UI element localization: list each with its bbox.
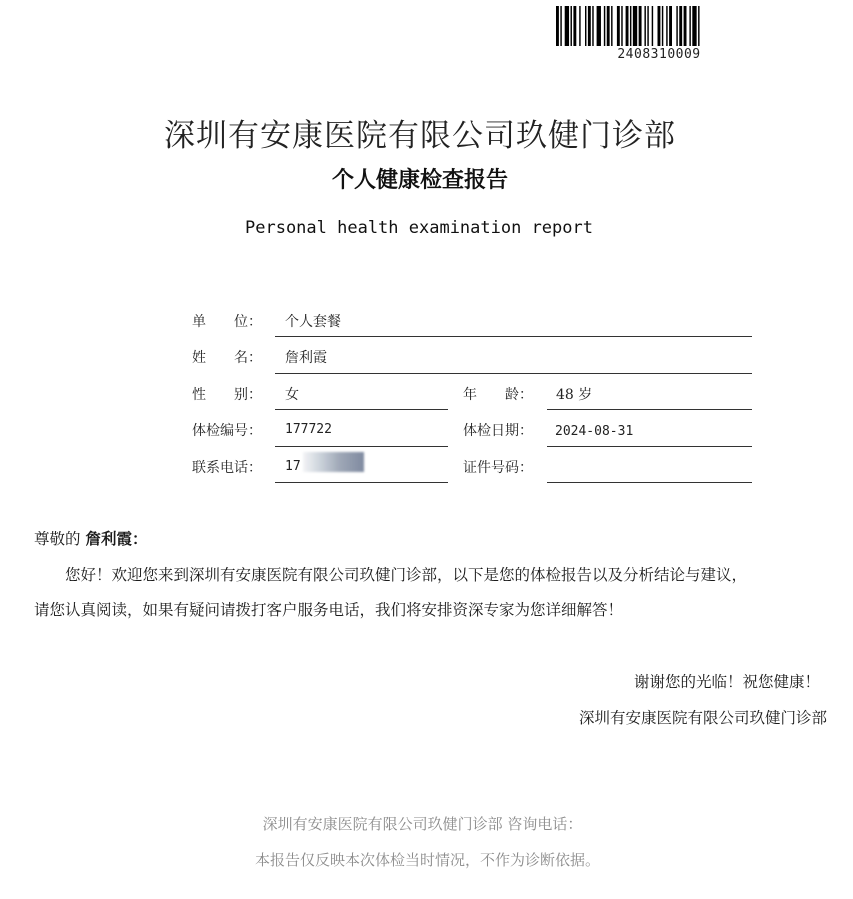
footer-disclaimer: 本报告仅反映本次体检当时情况，不作为诊断依据。 [254, 851, 600, 869]
barcode-bar [633, 6, 637, 46]
exam-date-label: 体检日期： [463, 423, 533, 439]
barcode-bar [604, 6, 605, 46]
unit-label: 单 位： [192, 314, 262, 330]
barcode-bar [571, 6, 572, 46]
barcode-bar [592, 6, 593, 46]
barcode-bar [684, 6, 687, 46]
name-underline [275, 373, 752, 374]
gender-label: 性 别： [192, 387, 262, 403]
barcode-bar [676, 6, 677, 46]
salutation [34, 527, 147, 549]
phone-underline [275, 482, 448, 483]
exam-date-value: 2024-08-31 [555, 424, 634, 439]
barcode-bar [630, 6, 631, 46]
barcode-bar [692, 6, 696, 46]
report-title: 个人健康检查报告 [331, 168, 508, 193]
barcode-bar [617, 6, 620, 46]
barcode-bar [644, 6, 645, 46]
age-label: 年 龄： [463, 387, 533, 403]
age-value: 48 岁 [556, 387, 593, 403]
barcode-bar [560, 6, 561, 46]
hospital-title: 深圳有安康医院有限公司玖健门诊部 [164, 118, 676, 154]
barcode-image [556, 6, 762, 46]
barcode-bar [662, 6, 663, 46]
phone-redaction [303, 452, 364, 472]
barcode-bar [573, 6, 576, 46]
thanks-text: 谢谢您的光临！祝您健康！ [633, 673, 820, 691]
barcode-bar [639, 6, 642, 46]
barcode-bar [658, 6, 661, 46]
barcode-bar [698, 6, 699, 46]
footer-line-1: 深圳有安康医院有限公司玖健门诊部 咨询电话： [262, 815, 583, 833]
salutation-name: 詹利霞： [85, 529, 148, 548]
barcode-bar [669, 6, 672, 46]
barcode-bar [588, 6, 591, 46]
barcode-bar [597, 6, 601, 46]
barcode-bar [611, 6, 612, 46]
barcode-bar [579, 6, 580, 46]
barcode-number: 2408310009 [617, 47, 701, 62]
barcode-bar [556, 6, 559, 46]
barcode-bar [607, 6, 610, 46]
barcode-bar [585, 6, 586, 46]
barcode-bar [647, 6, 648, 46]
exam-number-value: 177722 [285, 422, 332, 437]
gender-value: 女 [285, 387, 299, 403]
letter-line-2: 请您认真阅读，如果有疑问请拨打客户服务电话，我们将安排资深专家为您详细解答！ [34, 601, 624, 619]
barcode-bar [621, 6, 622, 46]
name-value: 詹利霞 [285, 350, 327, 366]
barcode-bar [626, 6, 629, 46]
id-number-underline [547, 482, 752, 483]
barcode-bar [565, 6, 569, 46]
barcode-bar [666, 6, 667, 46]
barcode-bar [652, 6, 653, 46]
salutation-prefix: 尊敬的 [34, 530, 81, 548]
signature: 深圳有安康医院有限公司玖健门诊部 [578, 709, 827, 727]
phone-label: 联系电话： [192, 460, 262, 476]
exam-date-underline [547, 446, 752, 447]
unit-underline [275, 336, 752, 337]
barcode-bar [679, 6, 682, 46]
age-underline [547, 409, 752, 410]
exam-number-label: 体检编号： [192, 423, 262, 439]
exam-number-underline [275, 446, 448, 447]
name-label: 姓 名： [192, 350, 262, 366]
report-title-english: Personal health examination report [245, 218, 593, 238]
unit-value: 个人套餐 [285, 314, 341, 330]
gender-underline [275, 409, 448, 410]
barcode-bar [689, 6, 690, 46]
phone-value: 17 [285, 459, 301, 474]
letter-line-1: 您好！欢迎您来到深圳有安康医院有限公司玖健门诊部，以下是您的体检报告以及分析结论与建议， [65, 566, 748, 584]
id-number-label: 证件号码： [463, 460, 533, 476]
